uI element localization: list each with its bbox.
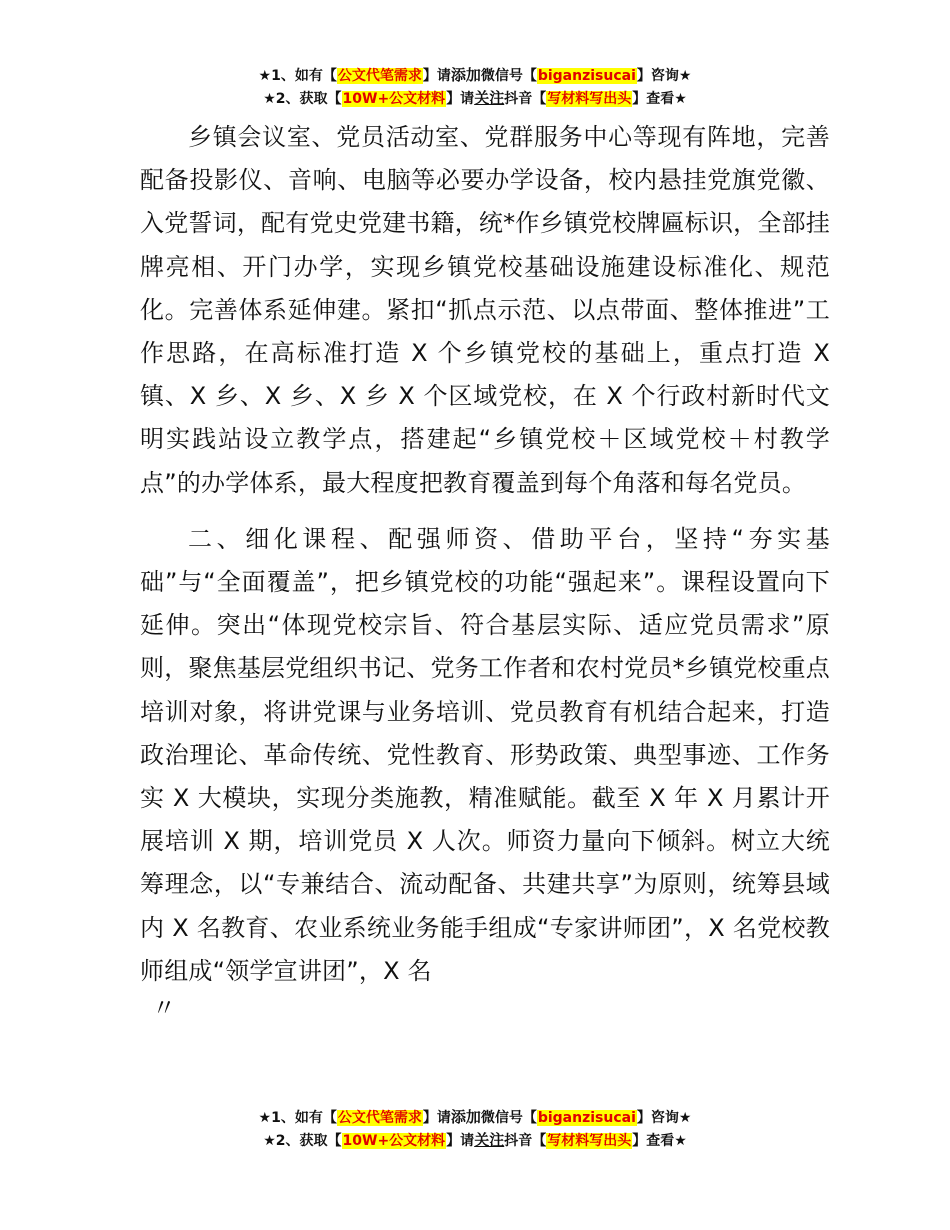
header-banner bbox=[0, 64, 950, 110]
header-line-1-suffix: 】咨询★ bbox=[636, 68, 692, 84]
header-line-2-highlight-account: 写材料写出头 bbox=[547, 91, 632, 107]
footer-line-1-highlight-wechat-id: biganzisucai bbox=[537, 1110, 636, 1126]
footer-line-1-highlight-service: 公文代笔需求 bbox=[337, 1110, 422, 1126]
header-line-2-highlight-materials: 10W+公文材料 bbox=[342, 91, 446, 107]
footer-line-1-suffix: 】咨询★ bbox=[636, 1110, 692, 1126]
header-line-1-highlight-wechat-id: biganzisucai bbox=[537, 68, 636, 84]
footer-line-2-emphasis: 关注 bbox=[474, 1131, 505, 1149]
footer-line-2-text-2: 抖音【 bbox=[504, 1133, 547, 1149]
document-body bbox=[140, 116, 830, 1023]
footer-line-2-text: 】请 bbox=[446, 1133, 475, 1149]
header-line-1-emphasis: 添加 bbox=[450, 66, 481, 84]
footer-line-1-emphasis: 添加 bbox=[450, 1108, 481, 1126]
footer-line-2-highlight-account: 写材料写出头 bbox=[547, 1133, 632, 1149]
header-line-1-text: 】请 bbox=[422, 68, 451, 84]
footer-line-2 bbox=[0, 1129, 950, 1152]
footer-line-2-prefix: ★2、获取【 bbox=[263, 1133, 342, 1149]
trailing-quote-mark: 〃 bbox=[152, 994, 177, 1023]
header-line-1-text-2: 微信号【 bbox=[480, 68, 537, 84]
footer-line-2-highlight-materials: 10W+公文材料 bbox=[342, 1133, 446, 1149]
header-line-2-text: 】请 bbox=[446, 91, 475, 107]
header-line-2-prefix: ★2、获取【 bbox=[263, 91, 342, 107]
footer-line-2-suffix: 】查看★ bbox=[632, 1133, 687, 1149]
footer-line-1 bbox=[0, 1106, 950, 1129]
footer-line-1-prefix: ★1、如有【 bbox=[258, 1110, 337, 1126]
header-line-1-highlight-service: 公文代笔需求 bbox=[337, 68, 422, 84]
paragraph-2: 二、细化课程、配强师资、借助平台，坚持“夯实基础”与“全面覆盖”，把乡镇党校的功能“强起来”。课程设置向下延伸。突出“体现党校宗旨、符合基层实际、适应党员需求”原则，聚焦基层党组织书记、党务工作者和农村党员*乡镇党校重点培训对象，将讲党课与业务培训、党员教育有机结合起来，打造政治理论、革命传统、党性教育、形势政策、典型事迹、工作务实 X 大模块，实现分类施教，精准赋能。截至 X 年 X 月累计开展培训 X 期，培训党员 X 人次。师资力量向下倾斜。树立大统筹理念，以“专兼结合、流动配备、共建共享”为原则，统筹县域内 X 名教育、农业系统业务能手组成“专家讲师团”，X 名党校教师组成“领学宣讲团”，X 名 bbox=[140, 524, 830, 985]
header-line-1-prefix: ★1、如有【 bbox=[258, 68, 337, 84]
paragraph-1: 乡镇会议室、党员活动室、党群服务中心等现有阵地，完善配备投影仪、音响、电脑等必要办学设备，校内悬挂党旗党徽、入党誓词，配有党史党建书籍，统*作乡镇党校牌匾标识，全部挂牌亮相、开门办学，实现乡镇党校基础设施建设标准化、规范化。完善体系延伸建。紧扣“抓点示范、以点带面、整体推进”工作思路，在高标准打造 X 个乡镇党校的基础上，重点打造 X 镇、X 乡、X 乡、X 乡 X 个区域党校，在 X 个行政村新时代文明实践站设立教学点，搭建起“乡镇党校＋区域党校＋村教学点”的办学体系，最大程度把教育覆盖到每个角落和每名党员。 bbox=[140, 123, 830, 497]
header-line-2-emphasis: 关注 bbox=[474, 89, 505, 107]
footer-line-1-text-2: 微信号【 bbox=[480, 1110, 537, 1126]
header-line-1 bbox=[0, 64, 950, 87]
footer-line-1-text: 】请 bbox=[422, 1110, 451, 1126]
header-line-2-suffix: 】查看★ bbox=[632, 91, 687, 107]
header-line-2-text-2: 抖音【 bbox=[504, 91, 547, 107]
header-line-2 bbox=[0, 87, 950, 110]
footer-banner bbox=[0, 1106, 950, 1152]
